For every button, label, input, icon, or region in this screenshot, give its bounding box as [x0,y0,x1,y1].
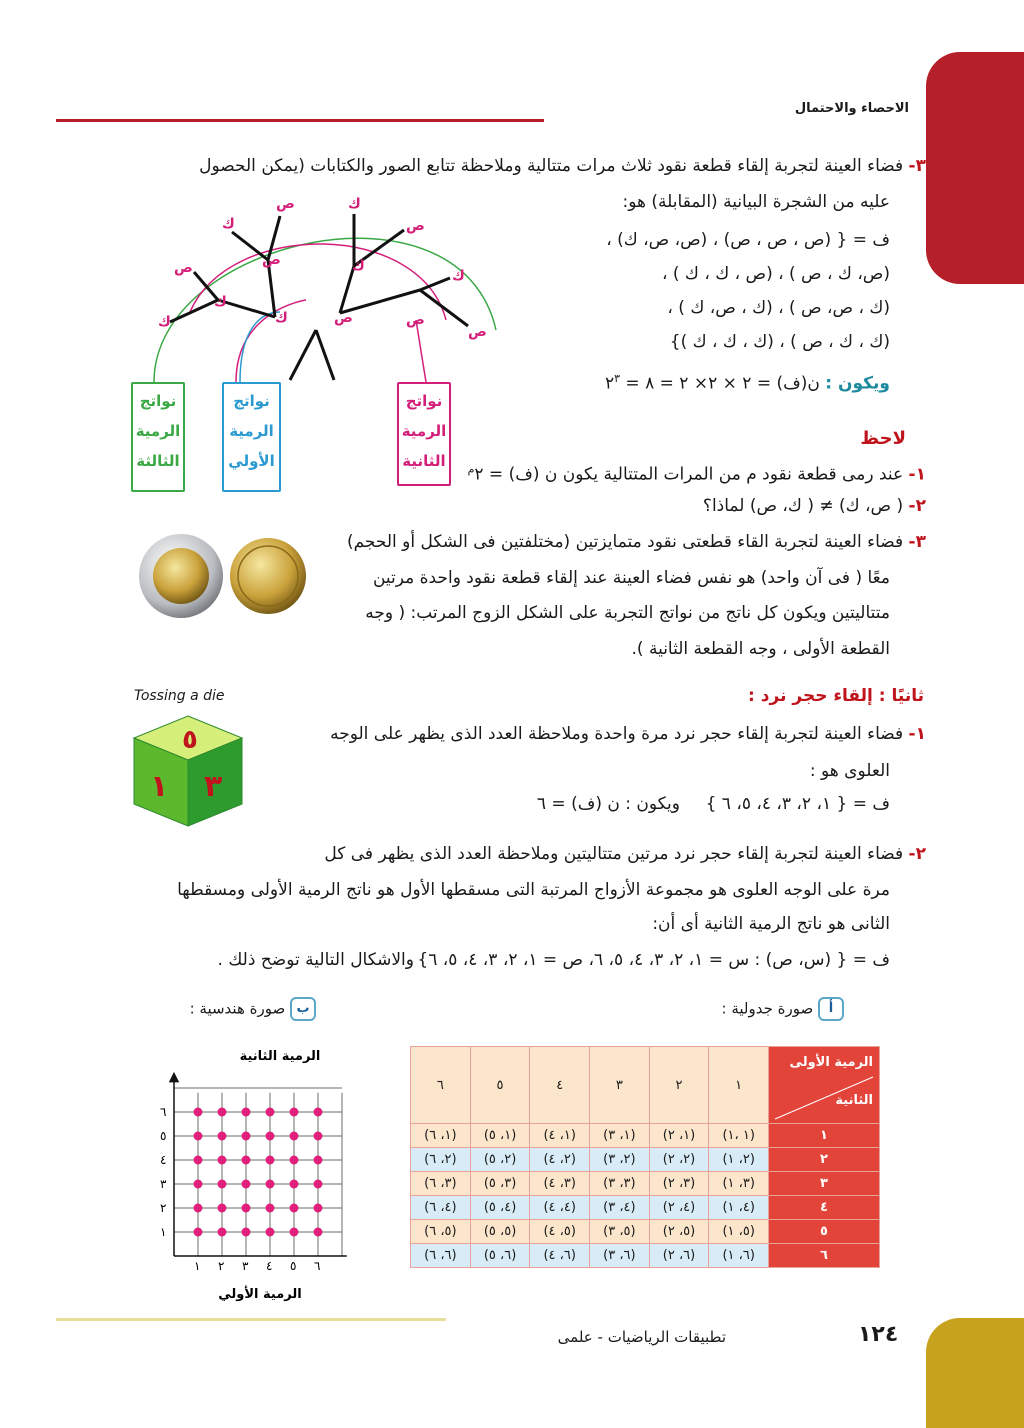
table-cell: (٣، ٦) [411,1172,471,1196]
box-third-l2: الرمية [135,422,181,440]
die-item2-line2: مرة على الوجه العلوى هو مجموعة الأزواج المرتبة التى مسقطها الأول هو ناتج الرمية الأولى ومسقطها [177,880,890,900]
footer-rule [56,1318,446,1321]
tree-node-labels [158,196,487,340]
corner-second-throw: الثانية [835,1093,873,1108]
grid-tick-labels [160,1105,320,1273]
x-tick-label: ١ [194,1259,201,1273]
table-cell: (١، ٢) [649,1124,709,1148]
corner-first-throw: الرمية الأولى [789,1055,873,1070]
item3-line2: عليه من الشجرة البيانية (المقابلة) هو: [622,192,890,212]
grid-point [242,1228,251,1237]
sample-space-line-3: (ك ، ص، ص ) ، (ك ، ص، ك ) ، [667,298,890,318]
coin-tree-diagram [130,180,510,500]
table-cell: (٣، ١) [709,1172,769,1196]
box-first-l3: الأولي [228,452,275,470]
die-item2-line1 [324,842,926,866]
y-axis-arrow [170,1074,178,1082]
chapter-tab [926,52,1024,284]
die-space-single: ف = { ١، ٢، ٣، ٤، ٥، ٦ } [705,794,890,814]
die-item2-number: ٢- [908,844,926,864]
table-cell: (٦، ٢) [649,1244,709,1268]
grid-x-title: الرمية الأولي [218,1287,302,1302]
grid-point [314,1156,323,1165]
table-cell: (٦، ٦) [411,1244,471,1268]
grid-point [218,1132,227,1141]
table-row [411,1148,880,1172]
column-header: ٣ [590,1047,650,1124]
grid-point [290,1108,299,1117]
grid-point [266,1132,275,1141]
table-corner [769,1047,880,1124]
table-cell: (٢، ٦) [411,1148,471,1172]
node-k-6: ك [348,196,361,212]
die-item1-line1 [330,722,926,746]
table-cell: (١، ٥) [470,1124,530,1148]
node-s-4: ص [174,260,193,276]
table-cell: (٤، ٣) [590,1196,650,1220]
grid-point [218,1180,227,1189]
grid-point [290,1228,299,1237]
item3-text: فضاء العينة لتجربة إلقاء قطعة نقود ثلاث مرات متتالية وملاحظة تتابع الصور والكتابات (يمكن الحصول [199,156,904,176]
table-cell: (٥، ١) [709,1220,769,1244]
table-cell: (٦، ٥) [470,1244,530,1268]
node-s-3: ص [406,312,425,328]
table-cell: (٣، ٤) [530,1172,590,1196]
y-tick-label: ٥ [160,1129,167,1143]
row-header: ٦ [769,1244,880,1268]
grid-point [290,1156,299,1165]
box-first-l2: الرمية [229,422,274,440]
grid-point [194,1108,203,1117]
note-1 [468,458,926,487]
table-header-row [411,1047,880,1124]
y-tick-label: ١ [160,1225,167,1239]
fifty-piastre-coin [230,538,306,614]
die-item2-text: فضاء العينة لتجربة إلقاء حجر نرد مرتين متتاليتين وملاحظة العدد الذى يظهر فى كل [324,844,904,864]
table-cell: (٦، ١) [709,1244,769,1268]
x-tick-label: ٤ [266,1259,273,1273]
result-label: ويكون : [825,373,890,394]
sample-space-size: ويكون : ن(ف) = ٢ × ٢× ٢ = ٨ = $٢^٣$ [604,372,890,394]
grid-point [314,1204,323,1213]
grid-point [242,1108,251,1117]
die-item1-text: فضاء العينة لتجربة إلقاء حجر نرد مرة واحدة وملاحظة العدد الذى يظهر على الوجه [330,724,904,744]
grid-point [194,1156,203,1165]
note-2 [703,494,926,518]
outcome-grid-plot [140,1040,366,1310]
box-first-l1: نواتج [233,392,270,410]
table-row [411,1220,880,1244]
y-tick-label: ٤ [160,1153,167,1167]
tabular-form-text: صورة جدولية : [721,999,814,1018]
node-k-4: ك [158,314,171,330]
table-cell: (٤، ٦) [411,1196,471,1220]
box-second-throw [397,382,451,486]
node-s-2: ص [262,252,281,268]
notes-title: لاحظ [860,428,906,449]
column-header: ٥ [470,1047,530,1124]
table-cell: (٣، ٥) [470,1172,530,1196]
row-header: ١ [769,1124,880,1148]
grid-point [266,1156,275,1165]
tabular-form-label [722,997,845,1021]
grid-point [242,1132,251,1141]
grid-point [266,1180,275,1189]
grid-point [242,1180,251,1189]
table-cell: (٥، ٦) [411,1220,471,1244]
note-3-line-1 [347,530,926,554]
box-third-l1: نواتج [139,392,177,410]
grid-point [290,1180,299,1189]
grid-point [194,1228,203,1237]
row-header: ٥ [769,1220,880,1244]
note-3-number: ٣- [908,532,926,552]
table-cell: (٢، ٥) [470,1148,530,1172]
table-cell: (١، ٦) [411,1124,471,1148]
grid-point [218,1108,227,1117]
y-tick-label: ٢ [160,1201,167,1215]
item3-number: ٣- [908,156,926,176]
x-tick-label: ٥ [290,1259,297,1273]
column-header: ٦ [411,1047,471,1124]
note-3-line-2: معًا ( فى آن واحد) هو نفس فضاء العينة عند إلقاء قطعة نقود واحدة مرتين [372,568,890,588]
table-cell: (٦، ٤) [530,1244,590,1268]
outcome-table [410,1046,880,1268]
table-row [411,1172,880,1196]
box-third-throw [131,382,185,492]
table-row [411,1124,880,1148]
column-header: ٢ [649,1047,709,1124]
row-header: ٤ [769,1196,880,1220]
chapter-header: الاحصاء والاحتمال [794,101,909,116]
grid-point [266,1108,275,1117]
x-tick-label: ٣ [242,1259,249,1273]
y-tick-label: ٦ [160,1105,167,1119]
note-3-line-3: متتاليتين ويكون كل ناتج من نواتج التجربة على الشكل الزوج المرتب: ( وجه [365,603,890,623]
grid-point [242,1156,251,1165]
grid-point [314,1180,323,1189]
grid-points [194,1108,323,1237]
die-right-number: ٣ [204,769,223,804]
row-header: ٣ [769,1172,880,1196]
note-1-number: ١- [908,464,926,485]
table-cell: (٥، ٣) [590,1220,650,1244]
note-3-line-4: القطعة الأولى ، وجه القطعة الثانية ). [631,639,890,659]
box-second-l2: الرمية [401,422,447,440]
note-3-text-1: فضاء العينة لتجربة القاء قطعتى نقود متمايزتين (مختلفتين فى الشكل أو الحجم) [346,532,904,552]
column-header: ٤ [530,1047,590,1124]
node-k-3: ك [352,258,365,274]
table-cell: (٣، ٢) [649,1172,709,1196]
box-third-l3: الثالثة [136,452,180,470]
grid-point [218,1156,227,1165]
row-header: ٢ [769,1148,880,1172]
node-k-2: ك [214,294,227,310]
note-1-text: عند رمى قطعة نقود م من المرات المتتالية يكون ن (ف) = ٢ [474,464,904,485]
table-cell: (٤، ١) [709,1196,769,1220]
grid-point [194,1132,203,1141]
die-space-double: ف = { (س، ص) : س = ١، ٢، ٣، ٤، ٥، ٦، ص = ١، ٢، ٣، ٤، ٥، ٦} [417,950,890,970]
die-space-size: ويكون : ن (ف) = ٦ [536,794,680,814]
grid-point [314,1228,323,1237]
node-s-5: ص [276,196,295,212]
table-cell: (٤، ٥) [470,1196,530,1220]
grid-point [218,1204,227,1213]
box-second-l3: الثانية [402,452,446,470]
grid-point [266,1228,275,1237]
die-item2-line3: الثانى هو ناتج الرمية الثانية أى أن: [652,914,890,934]
node-s-1: ص [334,310,353,326]
box-first-throw [222,382,281,492]
geometric-form-label [190,997,316,1021]
table-cell: (٤، ٤) [530,1196,590,1220]
x-tick-label: ٢ [218,1259,225,1273]
table-cell: (٢، ١) [709,1148,769,1172]
table-cell: (٢، ٢) [649,1148,709,1172]
grid-point [218,1228,227,1237]
column-header: ١ [709,1047,769,1124]
item3-line1 [126,154,926,178]
sample-space-line-1: ف = { (ص ، ص ، ص) ، (ص، ص، ك) ، [606,230,890,250]
table-cell: (١، ٤) [530,1124,590,1148]
grid-point [314,1132,323,1141]
node-k-5: ك [222,216,235,232]
section2-english-title: Tossing a die [134,688,225,704]
die-item1-number: ١- [908,724,926,744]
note-2-number: ٢- [908,496,926,516]
box-second-l1: نواتج [405,392,443,410]
die-left-number: ١ [150,769,169,804]
one-pound-coin [139,534,223,618]
badge-a: أ [818,997,844,1021]
table-cell: (٥، ٤) [530,1220,590,1244]
die-item1-line2: العلوى هو : [809,761,890,781]
grid-point [242,1204,251,1213]
grid-point [194,1180,203,1189]
sample-space-line-2: (ص، ك ، ص ) ، (ص ، ك ، ك ) ، [662,264,890,284]
table-cell: (١، ٣) [590,1124,650,1148]
table-cell: (٣، ٣) [590,1172,650,1196]
x-tick-label: ٦ [314,1259,321,1273]
grid-point [266,1204,275,1213]
table-cell: (٥، ٥) [470,1220,530,1244]
table-cell: (٦، ٣) [590,1244,650,1268]
table-cell: (٢، ٤) [530,1148,590,1172]
die-figures-intro: والاشكال التالية توضح ذلك . [217,950,414,970]
node-k-1: ك [275,310,288,326]
table-cell: (٢، ٣) [590,1148,650,1172]
section2-title: ثانيًا : إلقاء حجر نرد : [748,686,924,706]
coins-image [136,528,314,624]
table-cell: (٥، ٢) [649,1220,709,1244]
page-number: ١٢٤ [858,1322,899,1347]
table-row [411,1196,880,1220]
geometric-form-text: صورة هندسية : [189,999,286,1018]
table-cell: (٤، ٢) [649,1196,709,1220]
grid-y-title: الرمية الثانية [239,1049,321,1064]
badge-b: ب [290,997,316,1021]
note-1-exponent: م [467,463,475,476]
grid-point [194,1204,203,1213]
table-row [411,1244,880,1268]
result-value: ن(ف) = ٢ × ٢× ٢ = ٨ = ٢ [604,373,820,394]
sample-space-line-4: (ك ، ك ، ص ) ، (ك ، ك ، ك )} [669,332,890,352]
book-title: تطبيقات الرياضيات - علمى [557,1328,726,1346]
header-rule [56,119,544,122]
note-2-text: ( ص، ك) ≠ ( ك، ص) لماذا؟ [702,496,904,516]
y-tick-label: ٣ [160,1177,167,1191]
grid-point [314,1108,323,1117]
die-image [130,712,246,830]
table-cell: (١ ،١) [709,1124,769,1148]
node-s-7: ص [468,324,487,340]
footer-tab [926,1318,1024,1428]
grid-point [290,1204,299,1213]
die-top-number: ٥ [182,725,198,755]
grid-point [290,1132,299,1141]
node-k-7: ك [452,268,465,284]
node-s-6: ص [406,218,425,234]
